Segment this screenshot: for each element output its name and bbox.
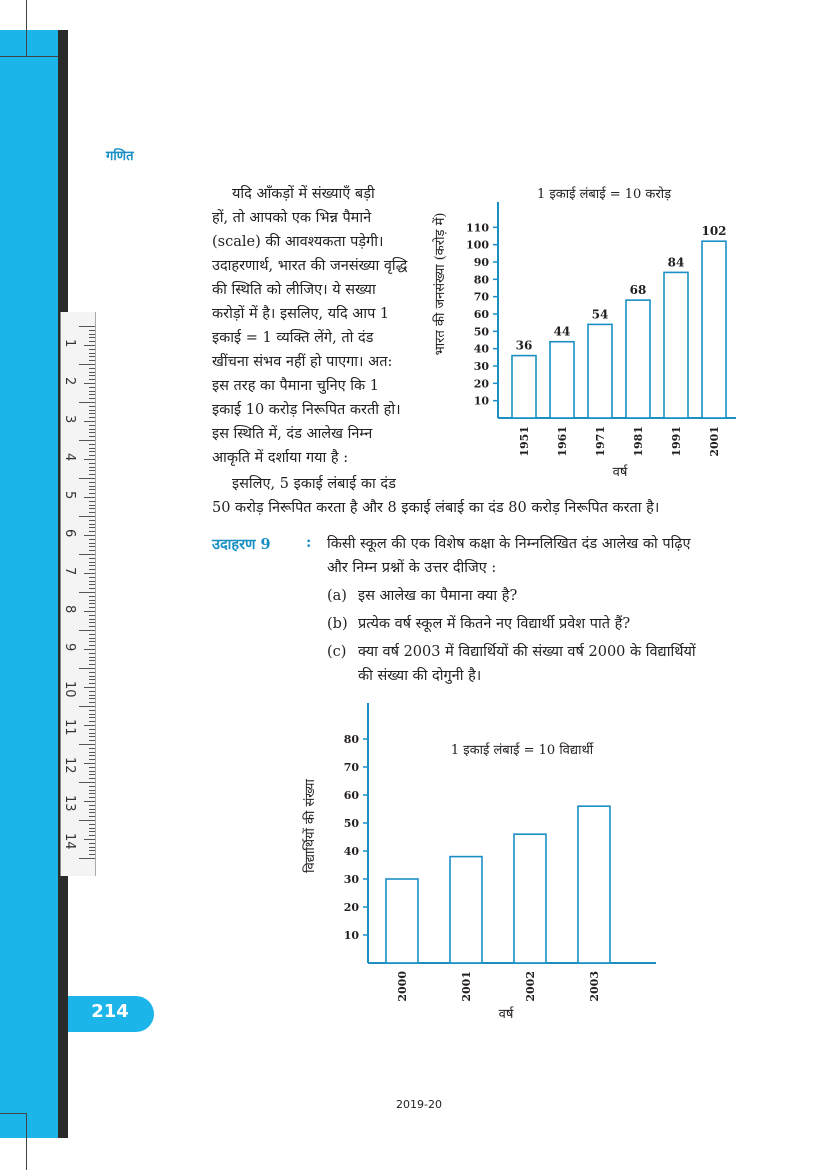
ruler-tick <box>89 577 95 578</box>
ruler-tick <box>89 406 95 407</box>
y-tick-label: 10 <box>343 929 359 942</box>
ruler-tick <box>89 767 95 768</box>
y-tick-label: 110 <box>466 221 489 235</box>
ruler-tick <box>89 539 95 540</box>
ruler-tick <box>89 843 95 844</box>
ruler-tick <box>89 349 95 350</box>
bar-value-label: 102 <box>701 224 727 239</box>
x-tick-label: 2001 <box>708 426 721 457</box>
ruler-tick <box>89 550 95 551</box>
x-axis-label: वर्ष <box>498 1007 514 1022</box>
ruler-tick <box>89 831 95 832</box>
ruler-label: 14 <box>62 833 77 850</box>
ruler-tick <box>89 622 95 623</box>
ruler-tick <box>89 467 95 468</box>
ruler-tick <box>89 410 95 411</box>
ruler-tick <box>89 565 95 566</box>
ruler-label: 13 <box>62 795 77 812</box>
ruler-tick <box>89 444 95 445</box>
ruler-tick <box>89 356 95 357</box>
ruler-tick <box>89 653 95 654</box>
bar <box>702 241 726 418</box>
x-tick-label: 2002 <box>524 971 537 1002</box>
y-tick-label: 30 <box>473 360 489 373</box>
ruler-tick <box>84 459 95 460</box>
paragraph-line: इसलिए, 5 इकाई लंबाई का दंड <box>232 476 396 492</box>
y-tick-label: 60 <box>343 789 359 802</box>
example-label: उदाहरण 9 <box>212 536 271 553</box>
running-head: गणित <box>106 149 134 164</box>
ruler-tick <box>89 493 95 494</box>
ruler-tick <box>89 436 95 437</box>
ruler-tick <box>89 387 95 388</box>
ruler-tick <box>89 581 95 582</box>
ruler-tick <box>89 330 95 331</box>
y-tick-label: 80 <box>343 733 359 746</box>
y-tick-label: 20 <box>473 377 489 391</box>
ruler-tick <box>89 660 95 661</box>
footer-year: 2019-20 <box>396 1098 442 1111</box>
ruler-tick <box>79 782 95 783</box>
crop-mark-top-line <box>26 56 58 57</box>
x-tick-label: 1991 <box>670 426 683 457</box>
ruler-tick <box>89 558 95 559</box>
ruler-label: 1 <box>62 339 77 348</box>
ruler-tick <box>89 413 95 414</box>
ruler-tick <box>89 482 95 483</box>
ruler-tick <box>89 524 95 525</box>
ruler-tick <box>89 600 95 601</box>
ruler-tick <box>89 562 95 563</box>
ruler <box>60 312 96 876</box>
ruler-tick <box>89 729 95 730</box>
x-tick-label: 1961 <box>556 426 569 457</box>
ruler-tick <box>84 497 95 498</box>
y-tick-label: 70 <box>473 290 489 304</box>
ruler-tick <box>89 672 95 673</box>
ruler-tick <box>79 364 95 365</box>
ruler-tick <box>89 805 95 806</box>
question-text: की संख्या की दोगुनी है। <box>358 668 482 684</box>
ruler-tick <box>89 683 95 684</box>
ruler-tick <box>89 759 95 760</box>
ruler-tick <box>89 748 95 749</box>
ruler-tick <box>89 847 95 848</box>
y-tick-label: 10 <box>473 394 489 408</box>
ruler-tick <box>89 733 95 734</box>
bar <box>514 834 546 963</box>
ruler-label: 4 <box>62 453 77 462</box>
ruler-tick <box>84 535 95 536</box>
ruler-tick <box>79 858 95 859</box>
bar-value-label: 44 <box>553 324 571 339</box>
ruler-tick <box>89 486 95 487</box>
ruler-tick <box>89 505 95 506</box>
ruler-tick <box>89 695 95 696</box>
ruler-tick <box>89 607 95 608</box>
ruler-tick <box>79 706 95 707</box>
ruler-tick <box>89 828 95 829</box>
ruler-tick <box>79 326 95 327</box>
ruler-tick <box>89 531 95 532</box>
ruler-label: 10 <box>62 681 77 698</box>
bar <box>578 806 610 963</box>
y-tick-label: 100 <box>466 238 489 252</box>
bar <box>386 879 418 963</box>
question-text: इस आलेख का पैमाना क्या है? <box>358 588 518 604</box>
ruler-label: 8 <box>62 605 77 614</box>
paragraph-line: (scale) की आवश्यकता पड़ेगी। <box>212 234 384 250</box>
ruler-tick <box>89 634 95 635</box>
ruler-tick <box>89 341 95 342</box>
ruler-tick <box>79 744 95 745</box>
ruler-tick <box>79 592 95 593</box>
x-tick-label: 2000 <box>396 971 409 1002</box>
bar-value-label: 36 <box>515 338 533 353</box>
y-tick-label: 30 <box>343 873 359 886</box>
ruler-tick <box>89 368 95 369</box>
ruler-tick <box>89 657 95 658</box>
ruler-tick <box>89 508 95 509</box>
paragraph-line: हों, तो आपको एक भिन्न पैमाने <box>212 210 372 226</box>
ruler-tick <box>84 839 95 840</box>
bar <box>450 857 482 963</box>
ruler-tick <box>89 641 95 642</box>
ruler-tick <box>89 379 95 380</box>
ruler-tick <box>84 383 95 384</box>
ruler-tick <box>89 717 95 718</box>
y-tick-label: 40 <box>343 845 359 858</box>
ruler-tick <box>89 740 95 741</box>
ruler-tick <box>89 603 95 604</box>
ruler-tick <box>89 797 95 798</box>
ruler-tick <box>89 429 95 430</box>
ruler-tick <box>89 790 95 791</box>
paragraph-line: इस स्थिति में, दंड आलेख निम्न <box>212 426 373 442</box>
ruler-tick <box>84 763 95 764</box>
bar-value-label: 68 <box>629 283 647 298</box>
ruler-tick <box>89 470 95 471</box>
ruler-tick <box>89 512 95 513</box>
ruler-tick <box>89 520 95 521</box>
paragraph-line: 50 करोड़ निरूपित करता है और 8 इकाई लंबाई का दंड 80 करोड़ निरूपित करता है। <box>212 500 660 516</box>
ruler-tick <box>89 824 95 825</box>
ruler-tick <box>89 721 95 722</box>
ruler-tick <box>89 353 95 354</box>
question-tag: (b) <box>327 616 348 632</box>
ruler-tick <box>89 793 95 794</box>
y-tick-label: 40 <box>473 342 489 356</box>
x-axis-label: वर्ष <box>612 465 628 480</box>
paragraph-line: उदाहरणार्थ, भारत की जनसंख्या वृद्धि <box>212 258 408 274</box>
y-tick-label: 70 <box>343 761 359 774</box>
ruler-tick <box>89 527 95 528</box>
ruler-label: 3 <box>62 415 77 424</box>
ruler-tick <box>79 402 95 403</box>
paragraph-line: करोड़ों में है। इसलिए, यदि आप 1 <box>212 306 390 322</box>
ruler-tick <box>89 394 95 395</box>
crop-mark-top <box>0 0 27 57</box>
ruler-tick <box>89 463 95 464</box>
ruler-tick <box>89 615 95 616</box>
ruler-tick <box>84 725 95 726</box>
ruler-tick <box>84 573 95 574</box>
bar <box>588 324 612 418</box>
ruler-tick <box>89 360 95 361</box>
ruler-tick <box>89 710 95 711</box>
ruler-label: 6 <box>62 529 77 538</box>
bar <box>664 272 688 418</box>
ruler-tick <box>89 786 95 787</box>
ruler-tick <box>89 664 95 665</box>
ruler-tick <box>79 630 95 631</box>
ruler-label: 11 <box>62 719 77 736</box>
paragraph-line: यदि आँकड़ों में संख्याएँ बड़ी <box>232 186 375 202</box>
ruler-tick <box>79 668 95 669</box>
question-tag: (a) <box>327 588 347 604</box>
ruler-tick <box>89 569 95 570</box>
ruler-tick <box>79 478 95 479</box>
paragraph-line: इस तरह का पैमाना चुनिए कि 1 <box>212 378 379 394</box>
paragraph-line: इकाई = 1 व्यक्ति लेंगे, तो दंड <box>212 330 374 346</box>
ruler-tick <box>89 702 95 703</box>
page-margin-band <box>0 30 58 1138</box>
ruler-tick <box>89 337 95 338</box>
x-tick-label: 2001 <box>460 971 473 1002</box>
ruler-tick <box>84 687 95 688</box>
ruler-tick <box>89 691 95 692</box>
students-bar-chart <box>290 700 670 1030</box>
ruler-tick <box>89 698 95 699</box>
ruler-tick <box>89 375 95 376</box>
ruler-tick <box>89 372 95 373</box>
question-text: क्या वर्ष 2003 में विद्यार्थियों की संख्या वर्ष 2000 के विद्यार्थियों <box>358 644 696 660</box>
ruler-tick <box>79 820 95 821</box>
ruler-tick <box>89 850 95 851</box>
ruler-tick <box>84 421 95 422</box>
ruler-label: 9 <box>62 643 77 652</box>
ruler-tick <box>89 771 95 772</box>
ruler-tick <box>89 455 95 456</box>
y-tick-label: 50 <box>343 817 359 830</box>
ruler-tick <box>89 501 95 502</box>
ruler-tick <box>89 451 95 452</box>
ruler-tick <box>84 611 95 612</box>
bar <box>626 300 650 418</box>
ruler-tick <box>89 812 95 813</box>
x-tick-label: 1951 <box>518 426 531 457</box>
ruler-tick <box>79 516 95 517</box>
ruler-label: 5 <box>62 491 77 500</box>
ruler-tick <box>89 645 95 646</box>
example-intro-line: और निम्न प्रश्नों के उत्तर दीजिए : <box>327 560 497 576</box>
ruler-tick <box>89 854 95 855</box>
ruler-tick <box>89 432 95 433</box>
ruler-tick <box>79 440 95 441</box>
ruler-tick <box>89 626 95 627</box>
ruler-tick <box>89 752 95 753</box>
paragraph-line: इकाई 10 करोड़ निरूपित करती हो। <box>212 402 401 418</box>
ruler-tick <box>89 543 95 544</box>
y-tick-label: 20 <box>343 901 359 914</box>
example-colon: : <box>306 534 312 551</box>
ruler-tick <box>89 474 95 475</box>
ruler-tick <box>89 417 95 418</box>
bar-value-label: 84 <box>667 255 685 270</box>
crop-mark-bottom <box>0 1113 27 1170</box>
population-bar-chart <box>420 172 760 492</box>
x-tick-label: 2003 <box>588 971 601 1002</box>
question-tag: (c) <box>327 644 347 660</box>
ruler-tick <box>89 588 95 589</box>
ruler-tick <box>89 638 95 639</box>
y-tick-label: 90 <box>473 256 489 269</box>
ruler-label: 7 <box>62 567 77 576</box>
y-tick-label: 80 <box>473 273 489 287</box>
paragraph-line: खींचना संभव नहीं हो पाएगा। अत: <box>212 354 393 370</box>
ruler-tick <box>89 736 95 737</box>
ruler-tick <box>89 584 95 585</box>
bar-value-label: 54 <box>591 307 609 322</box>
ruler-tick <box>89 714 95 715</box>
x-tick-label: 1971 <box>594 426 607 457</box>
ruler-tick <box>89 596 95 597</box>
ruler-tick <box>89 398 95 399</box>
ruler-label: 2 <box>62 377 77 386</box>
y-tick-label: 50 <box>473 325 489 339</box>
ruler-tick <box>89 391 95 392</box>
x-tick-label: 1981 <box>632 426 645 457</box>
chart-title: 1 इकाई लंबाई = 10 विद्यार्थी <box>450 743 594 758</box>
ruler-tick <box>89 489 95 490</box>
question-text: प्रत्येक वर्ष स्कूल में कितने नए विद्यार्थी प्रवेश पाते हैं? <box>358 616 631 632</box>
y-tick-label: 60 <box>473 308 489 321</box>
bar <box>512 356 536 418</box>
paragraph-line: की स्थिति को लीजिए। ये सख्या <box>212 282 376 298</box>
ruler-tick <box>89 778 95 779</box>
ruler-tick <box>84 345 95 346</box>
chart-title: 1 इकाई लंबाई = 10 करोड़ <box>536 187 672 202</box>
ruler-label: 12 <box>62 757 77 774</box>
ruler-tick <box>84 801 95 802</box>
example-intro-line: किसी स्कूल की एक विशेष कक्षा के निम्नलिखित दंड आलेख को पढ़िए <box>327 536 691 552</box>
ruler-tick <box>89 755 95 756</box>
ruler-tick <box>89 676 95 677</box>
page-number: 214 <box>91 1001 129 1022</box>
ruler-tick <box>89 546 95 547</box>
ruler-tick <box>89 448 95 449</box>
ruler-tick <box>89 619 95 620</box>
y-axis-label: भारत की जनसंख्या (करोड़ में) <box>433 212 448 356</box>
ruler-tick <box>89 334 95 335</box>
ruler-tick <box>89 816 95 817</box>
ruler-tick <box>89 679 95 680</box>
ruler-tick <box>89 835 95 836</box>
ruler-tick <box>84 649 95 650</box>
ruler-tick <box>89 774 95 775</box>
y-axis-label: विद्यार्थियों की संख्या <box>303 779 318 873</box>
ruler-tick <box>89 809 95 810</box>
bar <box>550 342 574 418</box>
ruler-tick <box>79 554 95 555</box>
paragraph-line: आकृति में दर्शाया गया है : <box>212 450 349 466</box>
ruler-tick <box>89 425 95 426</box>
